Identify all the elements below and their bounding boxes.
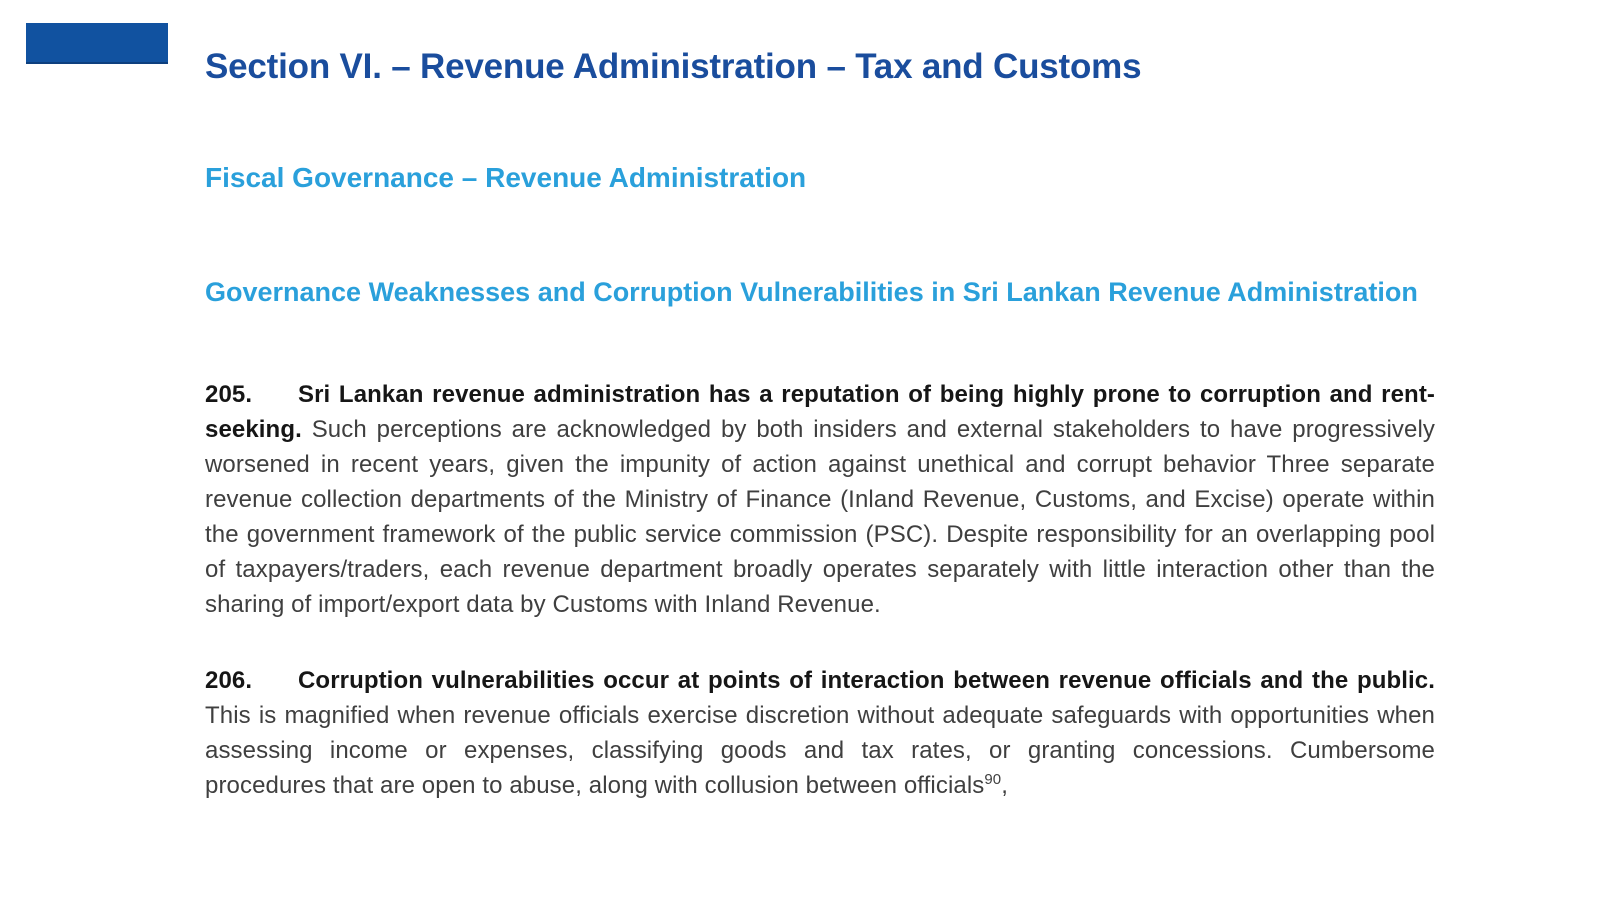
body-paragraphs [205,377,1435,844]
paragraph-206-body: This is magnified when revenue officials exercise discretion without adequate safeguards with opportunities when assessing income or expenses, classifying goods and tax rates, or granting concessions. Cumbersome procedures that are open to abuse, along with collusion between officials [205,702,1435,799]
subtitle-fiscal-governance: Fiscal Governance – Revenue Administration [205,162,807,194]
section-accent-bar [26,23,168,64]
footnote-reference-90: 90 [984,771,1002,788]
paragraph-206-after-footnote: , [1001,772,1009,799]
subsection-title: Governance Weaknesses and Corruption Vulnerabilities in Sri Lankan Revenue Administration [205,277,1418,307]
paragraph-205-number: 205. [205,381,253,408]
paragraph-205-lead-bold: Sri Lankan revenue administration has a reputation of being highly prone to corruption and rent-seeking. [205,381,1435,443]
paragraph-206-lead-bold: Corruption vulnerabilities occur at points of interaction between revenue officials and the public. [298,667,1435,694]
paragraph-205-body: Such perceptions are acknowledged by both insiders and external stakeholders to have progressively worsened in recent years, given the impunity of action against unethical and corrupt behavior Three separate revenue collection departments of the Ministry of Finance (Inland Revenue, Customs, and Excise) operate within the government framework of the public service commission (PSC). Despite responsibility for an overlapping pool of taxpayers/traders, each revenue department broadly operates separately with little interaction other than the sharing of import/export data by Customs with Inland Revenue. [205,416,1435,618]
paragraph-206 [205,663,1435,803]
paragraph-206-number: 206. [205,667,253,694]
section-title: Section VI. – Revenue Administration – Tax and Customs [205,47,1142,87]
paragraph-205 [205,377,1435,622]
